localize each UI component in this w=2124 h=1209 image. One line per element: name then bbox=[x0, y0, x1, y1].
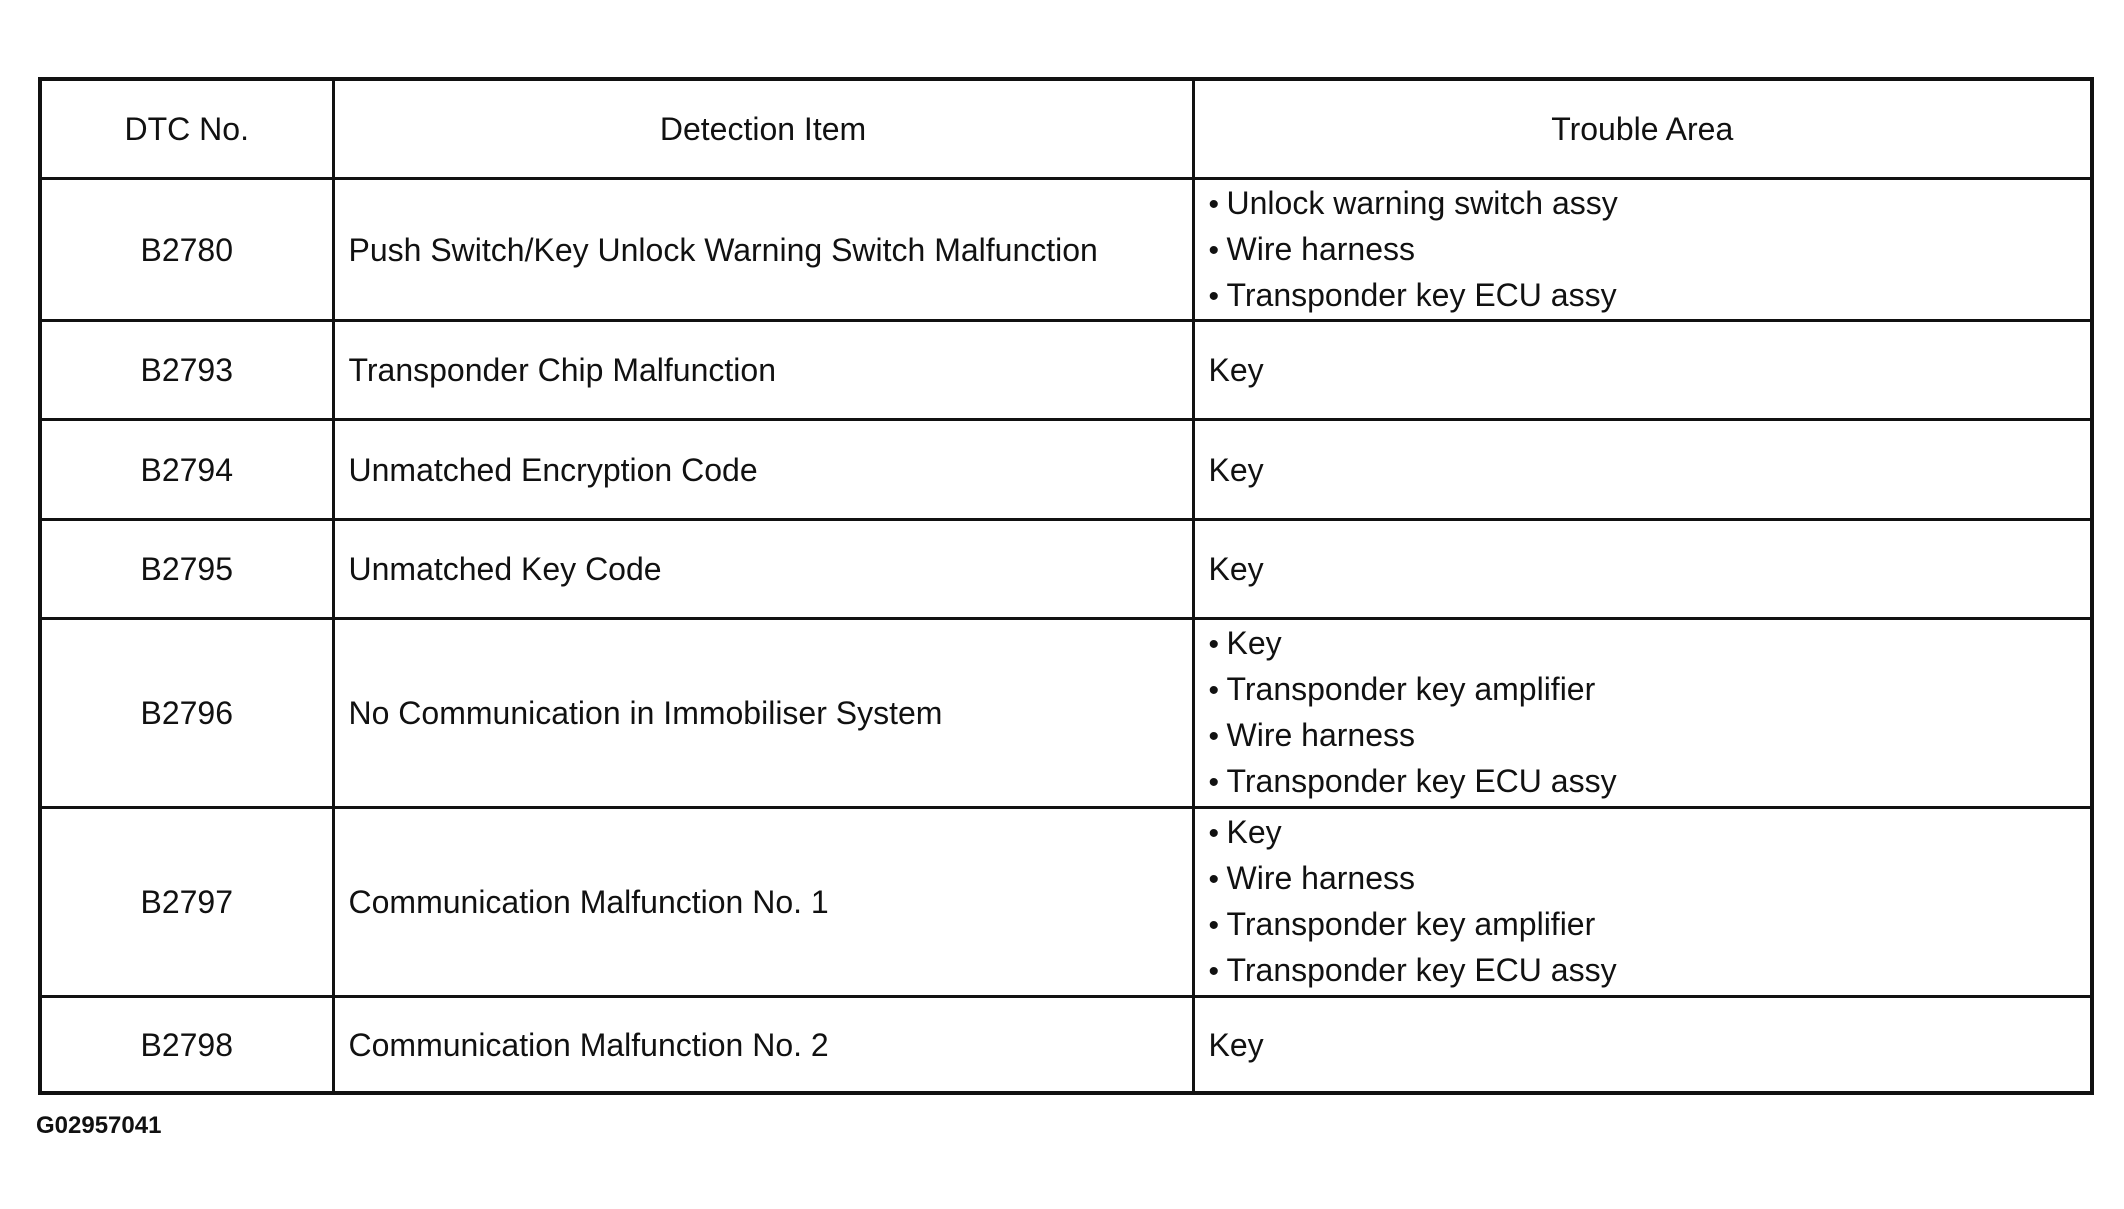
trouble-area bbox=[1193, 808, 2092, 997]
bullet-icon: • bbox=[1208, 233, 1220, 267]
trouble-area-text: Unlock warning switch assy bbox=[1226, 184, 1618, 221]
trouble-area-item bbox=[1209, 621, 2077, 667]
bullet-icon: • bbox=[1208, 909, 1220, 942]
trouble-area-item bbox=[1209, 810, 2077, 856]
bullet-icon: • bbox=[1208, 279, 1220, 313]
bullet-icon: • bbox=[1208, 674, 1220, 707]
dtc-table bbox=[38, 77, 2094, 1095]
trouble-area-item bbox=[1209, 181, 2077, 227]
trouble-area: Key bbox=[1193, 420, 2092, 520]
header-detection-item: Detection Item bbox=[333, 79, 1193, 179]
table-row bbox=[40, 520, 2092, 619]
dtc-code: B2795 bbox=[40, 520, 333, 619]
header-dtc-no: DTC No. bbox=[40, 79, 333, 179]
detection-item: Unmatched Encryption Code bbox=[333, 420, 1193, 520]
bullet-icon: • bbox=[1208, 628, 1220, 661]
table-row bbox=[40, 420, 2092, 520]
trouble-area-item bbox=[1209, 856, 2077, 902]
trouble-area-item bbox=[1209, 227, 2077, 273]
dtc-code: B2796 bbox=[40, 619, 333, 808]
trouble-area-text: Transponder key ECU assy bbox=[1226, 276, 1617, 313]
figure-id: G02957041 bbox=[36, 1112, 162, 1139]
trouble-area-text: Transponder key amplifier bbox=[1226, 671, 1596, 707]
trouble-area-text: Transponder key ECU assy bbox=[1226, 763, 1617, 799]
detection-item: Communication Malfunction No. 2 bbox=[333, 997, 1193, 1094]
header-row bbox=[40, 79, 2092, 179]
trouble-area-item bbox=[1209, 759, 2077, 805]
dtc-code: B2793 bbox=[40, 321, 333, 420]
detection-item: Unmatched Key Code bbox=[333, 520, 1193, 619]
table-header bbox=[40, 79, 2092, 179]
dtc-code: B2780 bbox=[40, 179, 333, 321]
trouble-area-text: Key bbox=[1226, 625, 1282, 661]
trouble-area-text: Wire harness bbox=[1226, 717, 1415, 753]
trouble-area-text: Transponder key amplifier bbox=[1226, 906, 1596, 942]
trouble-area-item bbox=[1209, 713, 2077, 759]
trouble-area-text: Transponder key ECU assy bbox=[1226, 952, 1617, 988]
table-row bbox=[40, 808, 2092, 997]
trouble-area bbox=[1193, 619, 2092, 808]
detection-item: Transponder Chip Malfunction bbox=[333, 321, 1193, 420]
trouble-area bbox=[1193, 179, 2092, 321]
dtc-code: B2794 bbox=[40, 420, 333, 520]
detection-item: Communication Malfunction No. 1 bbox=[333, 808, 1193, 997]
trouble-area-text: Wire harness bbox=[1226, 860, 1415, 896]
table-row bbox=[40, 619, 2092, 808]
bullet-icon: • bbox=[1208, 863, 1220, 896]
header-trouble-area: Trouble Area bbox=[1193, 79, 2092, 179]
trouble-area: Key bbox=[1193, 997, 2092, 1094]
trouble-area-text: Key bbox=[1226, 814, 1282, 850]
detection-item: Push Switch/Key Unlock Warning Switch Malfunction bbox=[333, 179, 1193, 321]
trouble-area-item bbox=[1209, 667, 2077, 713]
trouble-area-list bbox=[1209, 621, 2077, 805]
bullet-icon: • bbox=[1208, 187, 1220, 221]
trouble-area-list bbox=[1209, 810, 2077, 994]
bullet-icon: • bbox=[1208, 817, 1220, 850]
table-row bbox=[40, 179, 2092, 321]
trouble-area: Key bbox=[1193, 321, 2092, 420]
trouble-area-item bbox=[1209, 902, 2077, 948]
bullet-icon: • bbox=[1208, 720, 1220, 753]
bullet-icon: • bbox=[1208, 766, 1220, 799]
trouble-area-text: Wire harness bbox=[1226, 230, 1415, 267]
trouble-area-item bbox=[1209, 273, 2077, 319]
table-body bbox=[40, 179, 2092, 1094]
table-row bbox=[40, 997, 2092, 1094]
dtc-code: B2797 bbox=[40, 808, 333, 997]
trouble-area-list bbox=[1209, 181, 2077, 319]
trouble-area: Key bbox=[1193, 520, 2092, 619]
dtc-code: B2798 bbox=[40, 997, 333, 1094]
table-row bbox=[40, 321, 2092, 420]
detection-item: No Communication in Immobiliser System bbox=[333, 619, 1193, 808]
bullet-icon: • bbox=[1208, 955, 1220, 988]
trouble-area-item bbox=[1209, 948, 2077, 994]
